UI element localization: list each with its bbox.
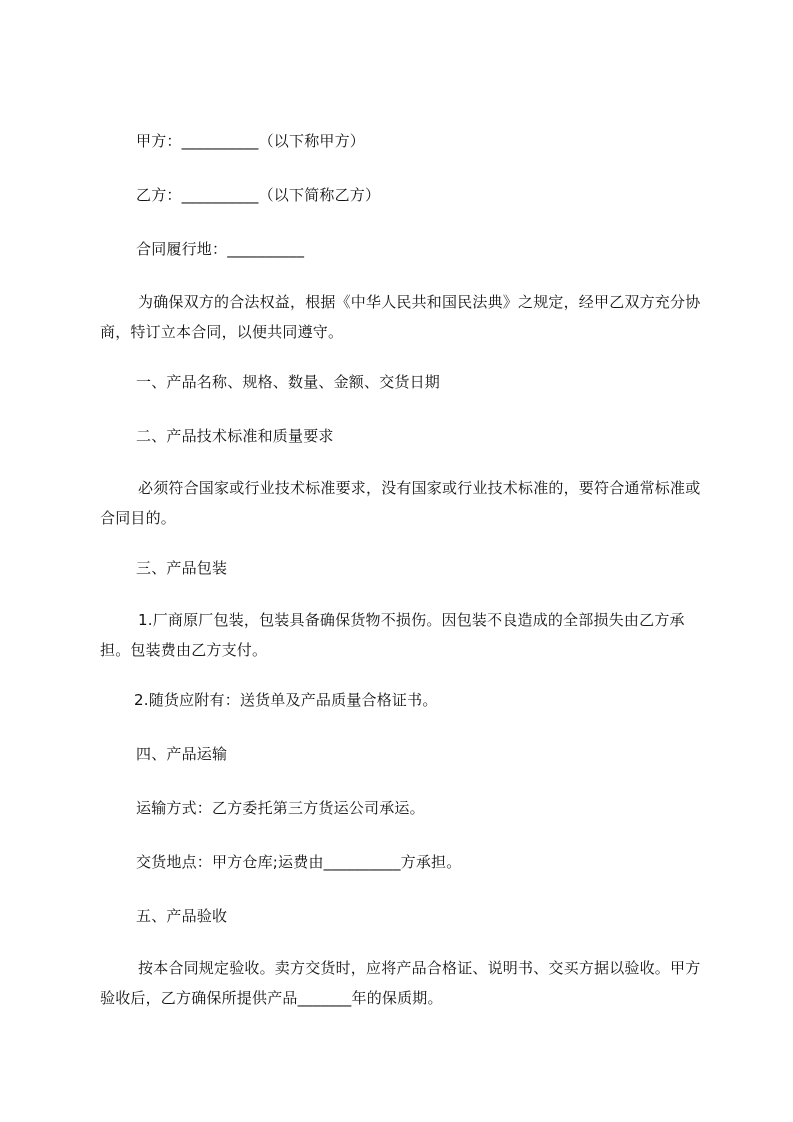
party-b-line: 乙方：__________（以下简称乙方） xyxy=(136,186,381,204)
section-5-title: 五、产品验收 xyxy=(136,907,228,925)
party-a-line: 甲方：__________（以下称甲方） xyxy=(136,132,366,150)
transport-method-line: 运输方式：乙方委托第三方货运公司承运。 xyxy=(136,799,425,817)
section-5-body xyxy=(100,953,710,1013)
section-3-item-1 xyxy=(100,605,710,665)
section-2-text: 必须符合国家或行业技术标准要求，没有国家或行业技术标准的，要符合通常标准或合同目的。 xyxy=(100,479,701,527)
section-2-title: 二、产品技术标准和质量要求 xyxy=(136,427,334,445)
section-5-text: 按本合同规定验收。卖方交货时，应将产品合格证、说明书、交买方据以验收。甲方验收后，乙方确保所提供产品_______年的保质期。 xyxy=(100,959,701,1007)
intro-text: 为确保双方的合法权益，根据《中华人民共和国民法典》之规定，经甲乙双方充分协商，特订立本合同，以便共同遵守。 xyxy=(100,293,701,341)
delivery-place-line: 交货地点：甲方仓库;运费由__________方承担。 xyxy=(136,853,462,871)
section-3-item-1-text: 1.厂商原厂包装，包装具备确保货物不损伤。因包装不良造成的全部损失由乙方承担。包装费由乙方支付。 xyxy=(100,611,685,659)
section-3-item-2 xyxy=(100,685,710,715)
performance-place-line: 合同履行地：__________ xyxy=(136,240,305,258)
section-3-item-2-text: 2.随货应附有：送货单及产品质量合格证书。 xyxy=(134,691,438,709)
section-1-title: 一、产品名称、规格、数量、金额、交货日期 xyxy=(136,373,441,391)
section-3-title: 三、产品包装 xyxy=(136,559,228,577)
intro-paragraph xyxy=(100,287,710,347)
section-4-title: 四、产品运输 xyxy=(136,745,228,763)
section-2-body xyxy=(100,473,710,533)
